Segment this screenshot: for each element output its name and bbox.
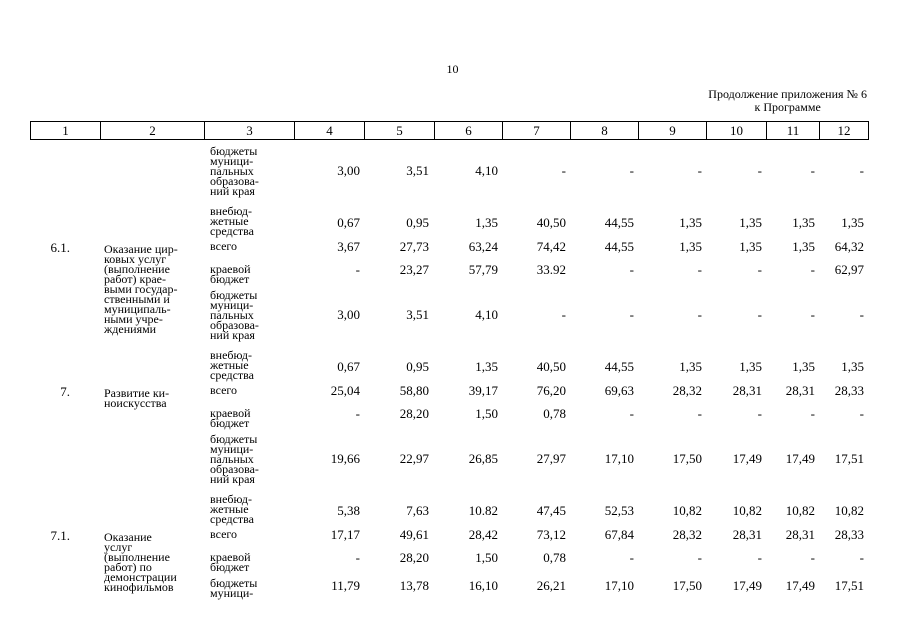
table-row — [30, 404, 868, 430]
value-cell: 28,20 — [399, 550, 429, 565]
value-cell: 17,10 — [604, 451, 634, 466]
value-cell: 10,82 — [785, 503, 815, 518]
value-cell: 63,24 — [468, 239, 498, 254]
value-cell: - — [355, 406, 360, 421]
value-cell: 0,78 — [543, 550, 566, 565]
value-cell: - — [810, 550, 815, 565]
value-cell: 67,84 — [604, 527, 634, 542]
value-cell: 3,67 — [337, 239, 360, 254]
value-cell: 13,78 — [399, 578, 429, 593]
value-cell: 1,35 — [792, 215, 815, 230]
value-cell: - — [561, 163, 566, 178]
value-cell: 1,35 — [841, 359, 864, 374]
value-cell: - — [697, 163, 702, 178]
value-cell: 44,55 — [604, 359, 634, 374]
value-cell: 28,31 — [785, 527, 815, 542]
value-cell: 10,82 — [834, 503, 864, 518]
value-cell: 49,61 — [399, 527, 429, 542]
value-cell: 7,63 — [406, 503, 429, 518]
value-cell: 52,53 — [604, 503, 634, 518]
value-cell: 27,73 — [399, 239, 429, 254]
value-cell: 17,10 — [604, 578, 634, 593]
value-cell: - — [629, 163, 634, 178]
caption-line-2: к Программе — [754, 100, 821, 114]
value-cell: 11,79 — [331, 578, 360, 593]
value-cell: - — [355, 262, 360, 277]
value-cell: - — [859, 550, 864, 565]
value-cell: - — [629, 550, 634, 565]
value-cell: 27,97 — [536, 451, 566, 466]
value-cell: 17,49 — [732, 578, 762, 593]
value-cell: - — [697, 550, 702, 565]
value-cell: 22,97 — [399, 451, 429, 466]
column-number: 1 — [31, 122, 101, 140]
funding-source: всего — [210, 527, 238, 541]
value-cell: 3,51 — [406, 163, 429, 178]
caption-line-1: Продолжение приложения № 6 — [708, 87, 867, 101]
value-cell: 58,80 — [399, 383, 429, 398]
value-cell: - — [355, 550, 360, 565]
value-cell: 28,33 — [834, 527, 864, 542]
column-number-row — [31, 122, 869, 140]
value-cell: 0,78 — [543, 406, 566, 421]
value-cell: 28,32 — [672, 527, 702, 542]
value-cell: 17,49 — [732, 451, 762, 466]
value-cell: 1,35 — [679, 359, 702, 374]
value-cell: 1,35 — [679, 239, 702, 254]
table-row — [30, 260, 868, 286]
value-cell: 28,32 — [672, 383, 702, 398]
table-row — [30, 142, 868, 202]
row-name: Развитие ки- ноискусства — [104, 386, 170, 410]
value-cell: 3,51 — [406, 307, 429, 322]
row-number: 7.1. — [50, 528, 70, 543]
value-cell: 3,00 — [337, 163, 360, 178]
value-cell: 47,45 — [536, 503, 566, 518]
value-cell: - — [859, 406, 864, 421]
column-number: 2 — [101, 122, 205, 140]
value-cell: - — [810, 163, 815, 178]
value-cell: 1,50 — [475, 550, 498, 565]
value-cell: 1,35 — [841, 215, 864, 230]
column-number: 11 — [767, 122, 820, 140]
value-cell: 10,82 — [732, 503, 762, 518]
value-cell: 0,67 — [337, 215, 360, 230]
row-name: Оказание цир- ковых услуг (выполнение работ) крае- выми государ- ственными и муниципаль- ными учре- ждениями — [104, 242, 178, 336]
funding-source: внебюд- жетные средства — [210, 348, 255, 382]
table-row — [30, 490, 868, 528]
value-cell: 74,42 — [536, 239, 566, 254]
value-cell: - — [697, 307, 702, 322]
value-cell: 17,51 — [834, 578, 864, 593]
funding-source: внебюд- жетные средства — [210, 204, 255, 238]
value-cell: 10.82 — [468, 503, 498, 518]
value-cell: 73,12 — [536, 527, 566, 542]
column-number: 10 — [707, 122, 767, 140]
column-number: 5 — [365, 122, 435, 140]
funding-source: бюджеты муници- пальных образова- ний края — [210, 288, 259, 342]
row-number: 6.1. — [50, 240, 70, 255]
value-cell: - — [859, 163, 864, 178]
value-cell: 4,10 — [475, 307, 498, 322]
value-cell: - — [629, 262, 634, 277]
value-cell: 26,85 — [468, 451, 498, 466]
column-number: 3 — [205, 122, 295, 140]
value-cell: 17,49 — [785, 578, 815, 593]
value-cell: 1,35 — [679, 215, 702, 230]
value-cell: 26,21 — [536, 578, 566, 593]
value-cell: 64,32 — [834, 239, 864, 254]
value-cell: 44,55 — [604, 239, 634, 254]
value-cell: - — [697, 262, 702, 277]
value-cell: - — [697, 406, 702, 421]
column-number: 12 — [820, 122, 869, 140]
value-cell: 0,95 — [406, 359, 429, 374]
table-row — [30, 383, 868, 410]
value-cell: 40,50 — [536, 215, 566, 230]
row-name: Оказание услуг (выполнение работ) по демонстрации кинофильмов — [104, 530, 177, 594]
value-cell: 44,55 — [604, 215, 634, 230]
value-cell: - — [757, 262, 762, 277]
column-header-table — [30, 121, 869, 140]
funding-source: всего — [210, 383, 238, 397]
value-cell: 1,35 — [792, 239, 815, 254]
value-cell: 69,63 — [604, 383, 634, 398]
column-number: 9 — [639, 122, 707, 140]
value-cell: 17,49 — [785, 451, 815, 466]
value-cell: 1,35 — [739, 215, 762, 230]
value-cell: 40,50 — [536, 359, 566, 374]
funding-source: всего — [210, 239, 238, 253]
table-row — [30, 202, 868, 240]
value-cell: 19,66 — [330, 451, 360, 466]
value-cell: 3,00 — [337, 307, 360, 322]
value-cell: 1,35 — [475, 215, 498, 230]
page-number: 10 — [446, 62, 459, 76]
column-number: 8 — [571, 122, 639, 140]
value-cell: 23,27 — [399, 262, 429, 277]
value-cell: 1,35 — [475, 359, 498, 374]
column-number: 6 — [435, 122, 503, 140]
value-cell: 17,50 — [672, 451, 702, 466]
table-row — [30, 286, 868, 346]
value-cell: - — [629, 406, 634, 421]
value-cell: 16,10 — [468, 578, 498, 593]
value-cell: 76,20 — [536, 383, 566, 398]
table-row — [30, 574, 868, 598]
value-cell: 62,97 — [834, 262, 864, 277]
value-cell: 17,51 — [834, 451, 864, 466]
value-cell: 5,38 — [337, 503, 360, 518]
value-cell: 0,67 — [337, 359, 360, 374]
value-cell: - — [561, 307, 566, 322]
value-cell: 17,50 — [672, 578, 702, 593]
value-cell: 28,42 — [468, 527, 498, 542]
funding-source: внебюд- жетные средства — [210, 492, 255, 526]
value-cell: 0,95 — [406, 215, 429, 230]
table-row — [30, 548, 868, 574]
column-number: 4 — [295, 122, 365, 140]
value-cell: 28,31 — [785, 383, 815, 398]
appendix-caption — [708, 88, 867, 114]
funding-source: бюджеты муници- пальных образова- ний края — [210, 144, 259, 198]
value-cell: 28,31 — [732, 383, 762, 398]
value-cell: 28,31 — [732, 527, 762, 542]
value-cell: - — [629, 307, 634, 322]
value-cell: - — [810, 262, 815, 277]
value-cell: 1,35 — [792, 359, 815, 374]
funding-source: краевой бюджет — [210, 406, 251, 430]
table-row — [30, 430, 868, 490]
value-cell: - — [757, 163, 762, 178]
funding-source: краевой бюджет — [210, 550, 251, 574]
value-cell: - — [757, 307, 762, 322]
value-cell: 39,17 — [468, 383, 498, 398]
table-row — [30, 346, 868, 384]
value-cell: - — [810, 307, 815, 322]
value-cell: 1,50 — [475, 406, 498, 421]
value-cell: 10,82 — [672, 503, 702, 518]
value-cell: 33.92 — [536, 262, 566, 277]
row-number: 7. — [60, 384, 70, 399]
value-cell: 25,04 — [330, 383, 360, 398]
value-cell: 28,33 — [834, 383, 864, 398]
value-cell: 57,79 — [468, 262, 498, 277]
funding-source: краевой бюджет — [210, 262, 251, 286]
value-cell: - — [757, 406, 762, 421]
value-cell: 17,17 — [330, 527, 360, 542]
funding-source: бюджеты муници- — [210, 576, 258, 600]
value-cell: - — [810, 406, 815, 421]
column-number: 7 — [503, 122, 571, 140]
value-cell: 1,35 — [739, 239, 762, 254]
value-cell: 4,10 — [475, 163, 498, 178]
funding-source: бюджеты муници- пальных образова- ний края — [210, 432, 259, 486]
value-cell: - — [859, 307, 864, 322]
value-cell: 1,35 — [739, 359, 762, 374]
value-cell: 28,20 — [399, 406, 429, 421]
value-cell: - — [757, 550, 762, 565]
